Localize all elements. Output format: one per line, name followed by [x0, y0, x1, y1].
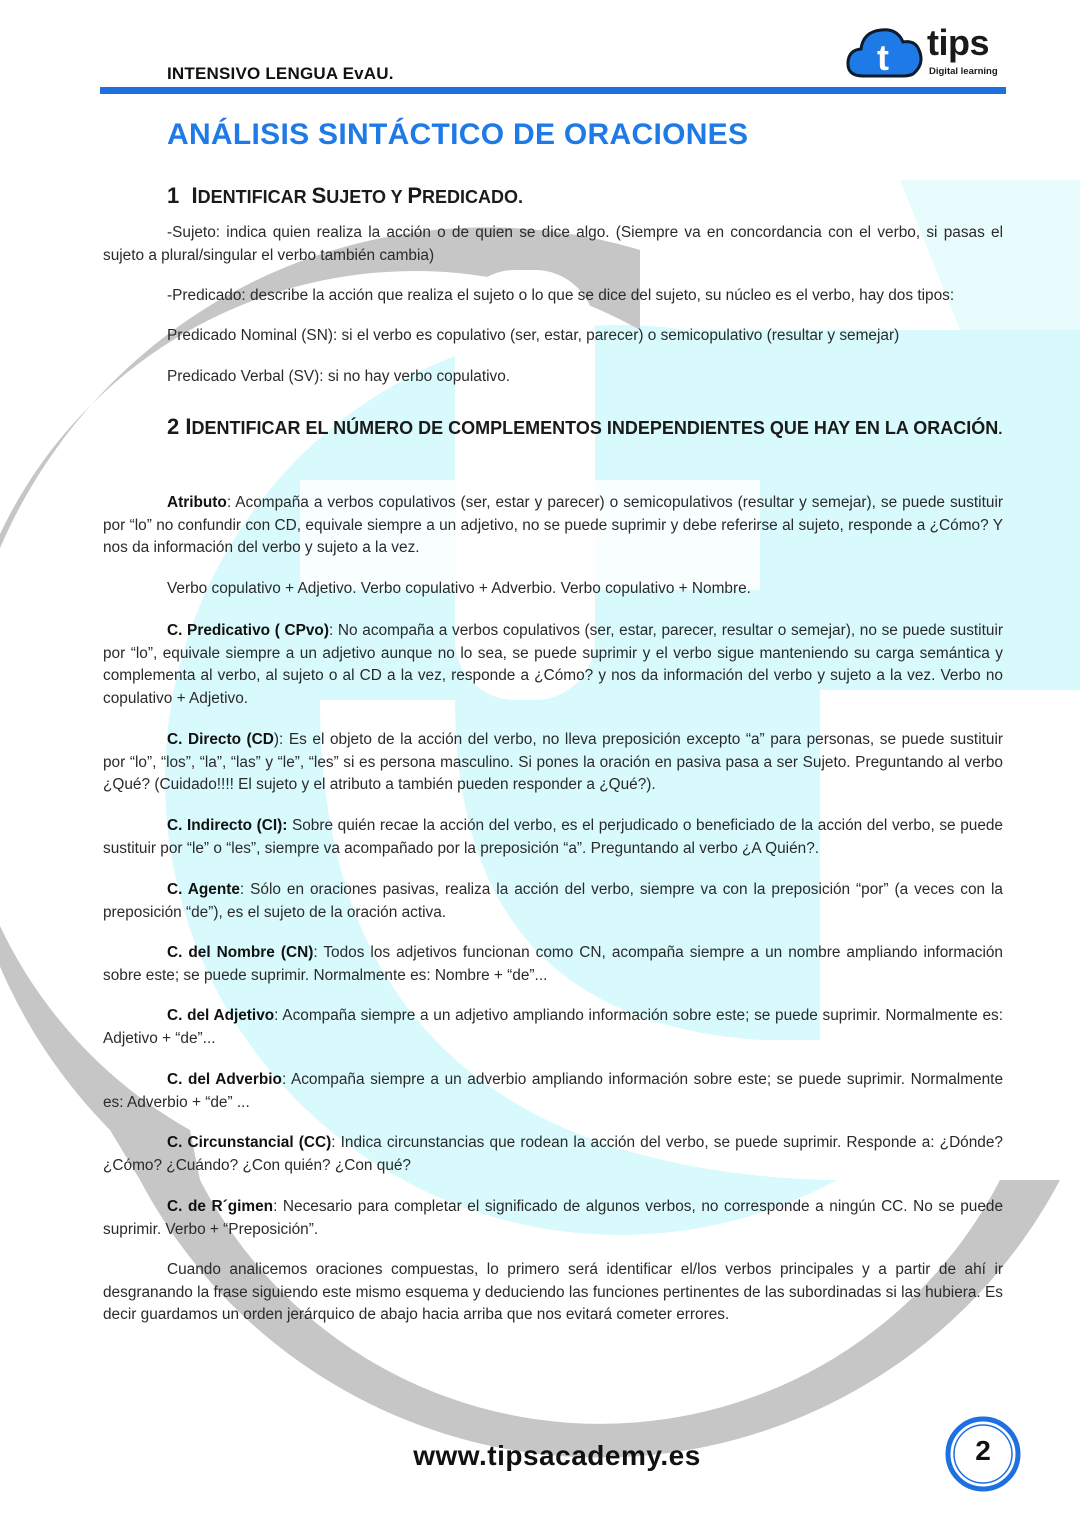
item-atributo — [103, 492, 1003, 560]
cloud-logo-icon — [845, 24, 927, 80]
definition-atributo: : Acompaña a verbos copulativos (ser, estar y parecer) o semicopulativos (resultar y semejar), se puede sustituir por “lo” no confundir con CD, equivale siempre a un adjetivo, no se puede suprimir y debe referirse al sujeto, responde a ¿Cómo? Y nos da información del verbo y sujeto a la vez. — [103, 494, 1003, 557]
definition-adjetivo: : Acompaña siempre a un adjetivo ampliando información sobre este; se puede suprimir. Normalmente es: Adjetivo + “de”... — [103, 1007, 1003, 1047]
definition-directo: ): Es el objeto de la acción del verbo, no lleva preposición excepto “a” para personas, se puede sustituir por “lo”, “los”, “la”, “las” y “le”, “les” si es persona masculino. Si pones la oración en pasiva pasa a ser Sujeto. Preguntando al verbo ¿Qué? (Cuidado!!!! El sujeto y el atributo a también pueden responder a ¿Qué?). — [103, 731, 1003, 794]
page-number: 2 — [975, 1435, 991, 1466]
definition-regimen: : Necesario para completar el significado de algunos verbos, no corresponde a ningún CC. No se puede suprimir. Verbo + “Preposición”. — [103, 1198, 1004, 1238]
term-adjetivo: C. del Adjetivo — [167, 1007, 275, 1024]
term-predicativo: C. Predicativo ( CPvo) — [167, 622, 329, 639]
header-rule — [100, 87, 1006, 94]
heading-cap: S — [311, 183, 327, 208]
item-regimen — [103, 1196, 1003, 1241]
heading-smallcaps: UJETO Y — [326, 187, 408, 207]
item-adjetivo — [103, 1005, 1003, 1050]
item-directo — [103, 729, 1003, 797]
page-number-badge — [944, 1415, 1022, 1493]
heading-cap: P — [407, 183, 423, 208]
logo-tagline: Digital learning — [929, 66, 998, 77]
heading-smallcaps: DENTIFICAR — [197, 187, 312, 207]
section-number: 1 — [167, 183, 180, 208]
term-regimen: C. de R´gimen — [167, 1198, 274, 1215]
item-agente — [103, 879, 1003, 924]
definition-circunstancial: : Indica circunstancias que rodean la acción del verbo, se puede suprimir. Responde a: ¿Dónde? ¿Cómo? ¿Cuándo? ¿Con quién? ¿Con qué? — [103, 1134, 1003, 1174]
term-directo: C. Directo (CD — [167, 731, 274, 748]
paragraph-predicado-nominal: Predicado Nominal (SN): si el verbo es copulativo (ser, estar, parecer) o semicopulativo (resultar y semejar) — [167, 327, 900, 344]
heading-smallcaps: DENTIFICAR EL NÚMERO DE COMPLEMENTOS INDEPENDIENTES QUE HAY EN LA ORACIÓN — [191, 418, 999, 438]
term-circunstancial: C. Circunstancial (CC) — [167, 1134, 332, 1151]
item-predicativo — [103, 620, 1003, 710]
logo-word: tips — [927, 22, 990, 63]
logo-letter: t — [877, 37, 889, 78]
section-heading-1 — [167, 183, 523, 209]
footer-url[interactable]: www.tipsacademy.es — [413, 1440, 701, 1471]
heading-period: . — [998, 421, 1003, 438]
page-title: ANÁLISIS SINTÁCTICO DE ORACIONES — [167, 118, 749, 151]
term-adverbio: C. del Adverbio — [167, 1071, 282, 1088]
item-adverbio — [103, 1069, 1003, 1114]
paragraph-sujeto: -Sujeto: indica quien realiza la acción o de quien se dice algo. (Siempre va en concordancia con el verbo, si pasas el sujeto a plural/singular el verbo también cambia) — [103, 224, 1003, 264]
item-nombre — [103, 942, 1003, 987]
term-agente: C. Agente — [167, 881, 240, 898]
heading-smallcaps: REDICADO. — [422, 187, 524, 207]
definition-adverbio: : Acompaña siempre a un adverbio ampliando información sobre este; se puede suprimir. Normalmente es: Adverbio + “de” ... — [103, 1071, 1004, 1111]
section-heading-2 — [103, 410, 1003, 447]
definition-indirecto: Sobre quién recae la acción del verbo, es el perjudicado o beneficiado de la acción del verbo, se puede sustituir por “le” o “les”, siempre va acompañado por la preposición “a”. Preguntando al verbo ¿A Quién?. — [103, 817, 1003, 857]
item-indirecto — [103, 815, 1003, 860]
term-atributo: Atributo — [167, 494, 227, 511]
heading-cap: I — [191, 183, 198, 208]
definition-nombre: : Todos los adjetivos funcionan como CN, acompaña siempre a un nombre ampliando información sobre este; se puede suprimir. Normalmente es: Nombre + “de”... — [103, 944, 1003, 984]
item-circunstancial — [103, 1132, 1003, 1177]
tips-logo — [845, 24, 1015, 84]
heading-cap: I — [185, 414, 192, 439]
paragraph-predicado: -Predicado: describe la acción que realiza el sujeto o lo que se dice del sujeto, su núcleo es el verbo, hay dos tipos: — [167, 287, 955, 304]
term-nombre: C. del Nombre (CN) — [167, 944, 314, 961]
definition-agente: : Sólo en oraciones pasivas, realiza la acción del verbo, siempre va con la preposición “por” (a veces con la preposición “de”), es el sujeto de la oración activa. — [103, 881, 1003, 921]
definition-predicativo: : No acompaña a verbos copulativos (ser, estar, parecer, resultar o semejar), no se puede sustituir por “lo”, equivale siempre a un adjetivo aunque no lo sea, se puede suprimir y el verbo sigue manteniendo su carga semántica y complementa al verbo, al sujeto o al CD a la vez, responde a ¿Cómo? y nos da información del verbo y sujeto a la vez. Verbo no copulativo + Adjetivo. — [103, 622, 1003, 707]
header-title: INTENSIVO LENGUA EvAU. — [167, 64, 394, 83]
term-indirecto: C. Indirecto (CI): — [167, 817, 288, 834]
item-copulativo-patterns: Verbo copulativo + Adjetivo. Verbo copulativo + Adverbio. Verbo copulativo + Nombre. — [167, 580, 751, 597]
paragraph-predicado-verbal: Predicado Verbal (SV): si no hay verbo copulativo. — [167, 368, 511, 385]
closing-paragraph: Cuando analicemos oraciones compuestas, lo primero será identificar el/los verbos principales y a partir de ahí ir desgranando la frase siguiendo este mismo esquema y deduciendo las funciones pertinentes de las subordinadas si las hubiera. Es decir guardamos un orden jerárquico de abajo hacia arriba que nos evitará cometer errores. — [103, 1261, 1003, 1324]
section-number: 2 — [167, 414, 180, 439]
